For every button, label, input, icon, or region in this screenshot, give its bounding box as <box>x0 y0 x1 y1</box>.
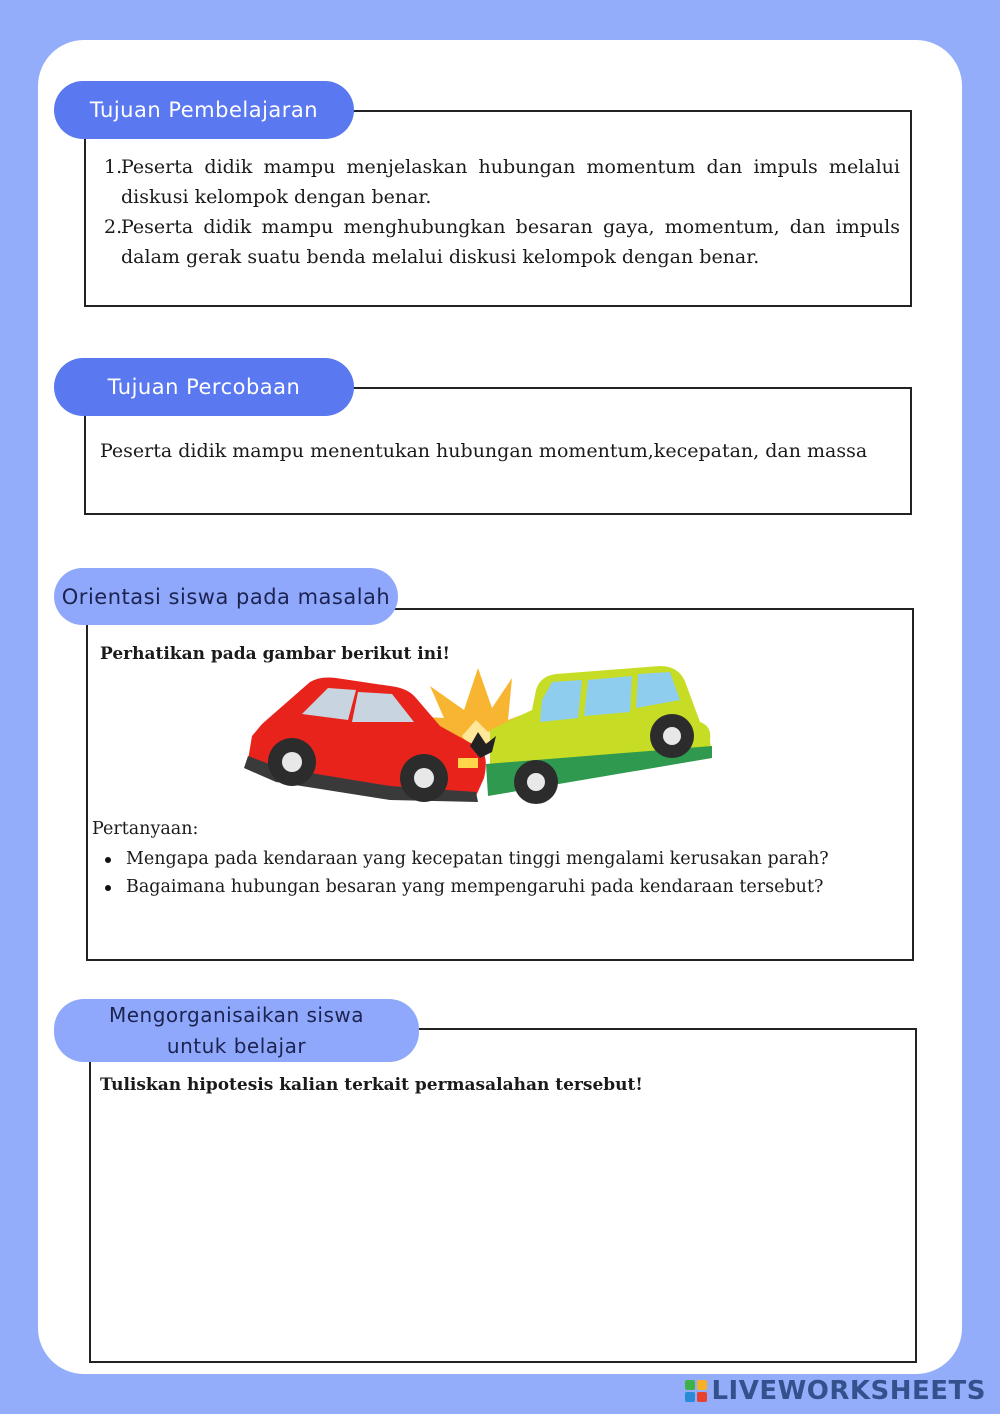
learning-goal-number: 1. <box>104 156 123 178</box>
question-label: Pertanyaan: <box>92 819 199 839</box>
green-van-window <box>584 676 632 716</box>
question-list <box>102 845 882 901</box>
problem-orientation-title: Orientasi siswa pada masalah <box>54 568 398 625</box>
red-car-hub <box>414 768 434 788</box>
red-car-hub <box>282 752 302 772</box>
green-van-hub <box>527 773 545 791</box>
question-item: Mengapa pada kendaraan yang kecepatan tinggi mengalami kerusakan parah? <box>102 845 882 873</box>
learning-goal-item <box>104 212 900 272</box>
organize-students-title <box>54 999 419 1062</box>
organize-students-title-line2: untuk belajar <box>166 1033 307 1058</box>
experiment-goal-title: Tujuan Percobaan <box>54 358 354 416</box>
image-instruction: Perhatikan pada gambar berikut ini! <box>100 644 451 664</box>
learning-goal-number: 2. <box>104 216 123 238</box>
learning-goal-item <box>104 152 900 212</box>
question-item: Bagaimana hubungan besaran yang mempengaruhi pada kendaraan tersebut? <box>102 873 882 901</box>
learning-goals-title: Tujuan Pembelajaran <box>54 81 354 139</box>
red-car-headlight <box>458 758 478 768</box>
learning-goals-list <box>104 152 900 272</box>
organize-students-title-line1: Mengorganisaikan siswa <box>109 1002 364 1027</box>
liveworksheets-logo <box>685 1376 986 1406</box>
learning-goal-text: Peserta didik mampu menghubungkan besaran gaya, momentum, dan impuls dalam gerak suatu benda melalui diskusi kelompok dengan benar. <box>121 216 900 268</box>
learning-goal-text: Peserta didik mampu menjelaskan hubungan momentum dan impuls melalui diskusi kelompok dengan benar. <box>121 156 900 208</box>
liveworksheets-logo-icon <box>685 1380 707 1402</box>
green-van-hub <box>663 727 681 745</box>
car-crash-illustration <box>240 660 720 815</box>
liveworksheets-brand-text: LIVEWORKSHEETS <box>711 1376 986 1406</box>
hypothesis-instruction: Tuliskan hipotesis kalian terkait permasalahan tersebut! <box>100 1075 643 1095</box>
experiment-goal-text: Peserta didik mampu menentukan hubungan momentum,kecepatan, dan massa <box>100 440 868 462</box>
